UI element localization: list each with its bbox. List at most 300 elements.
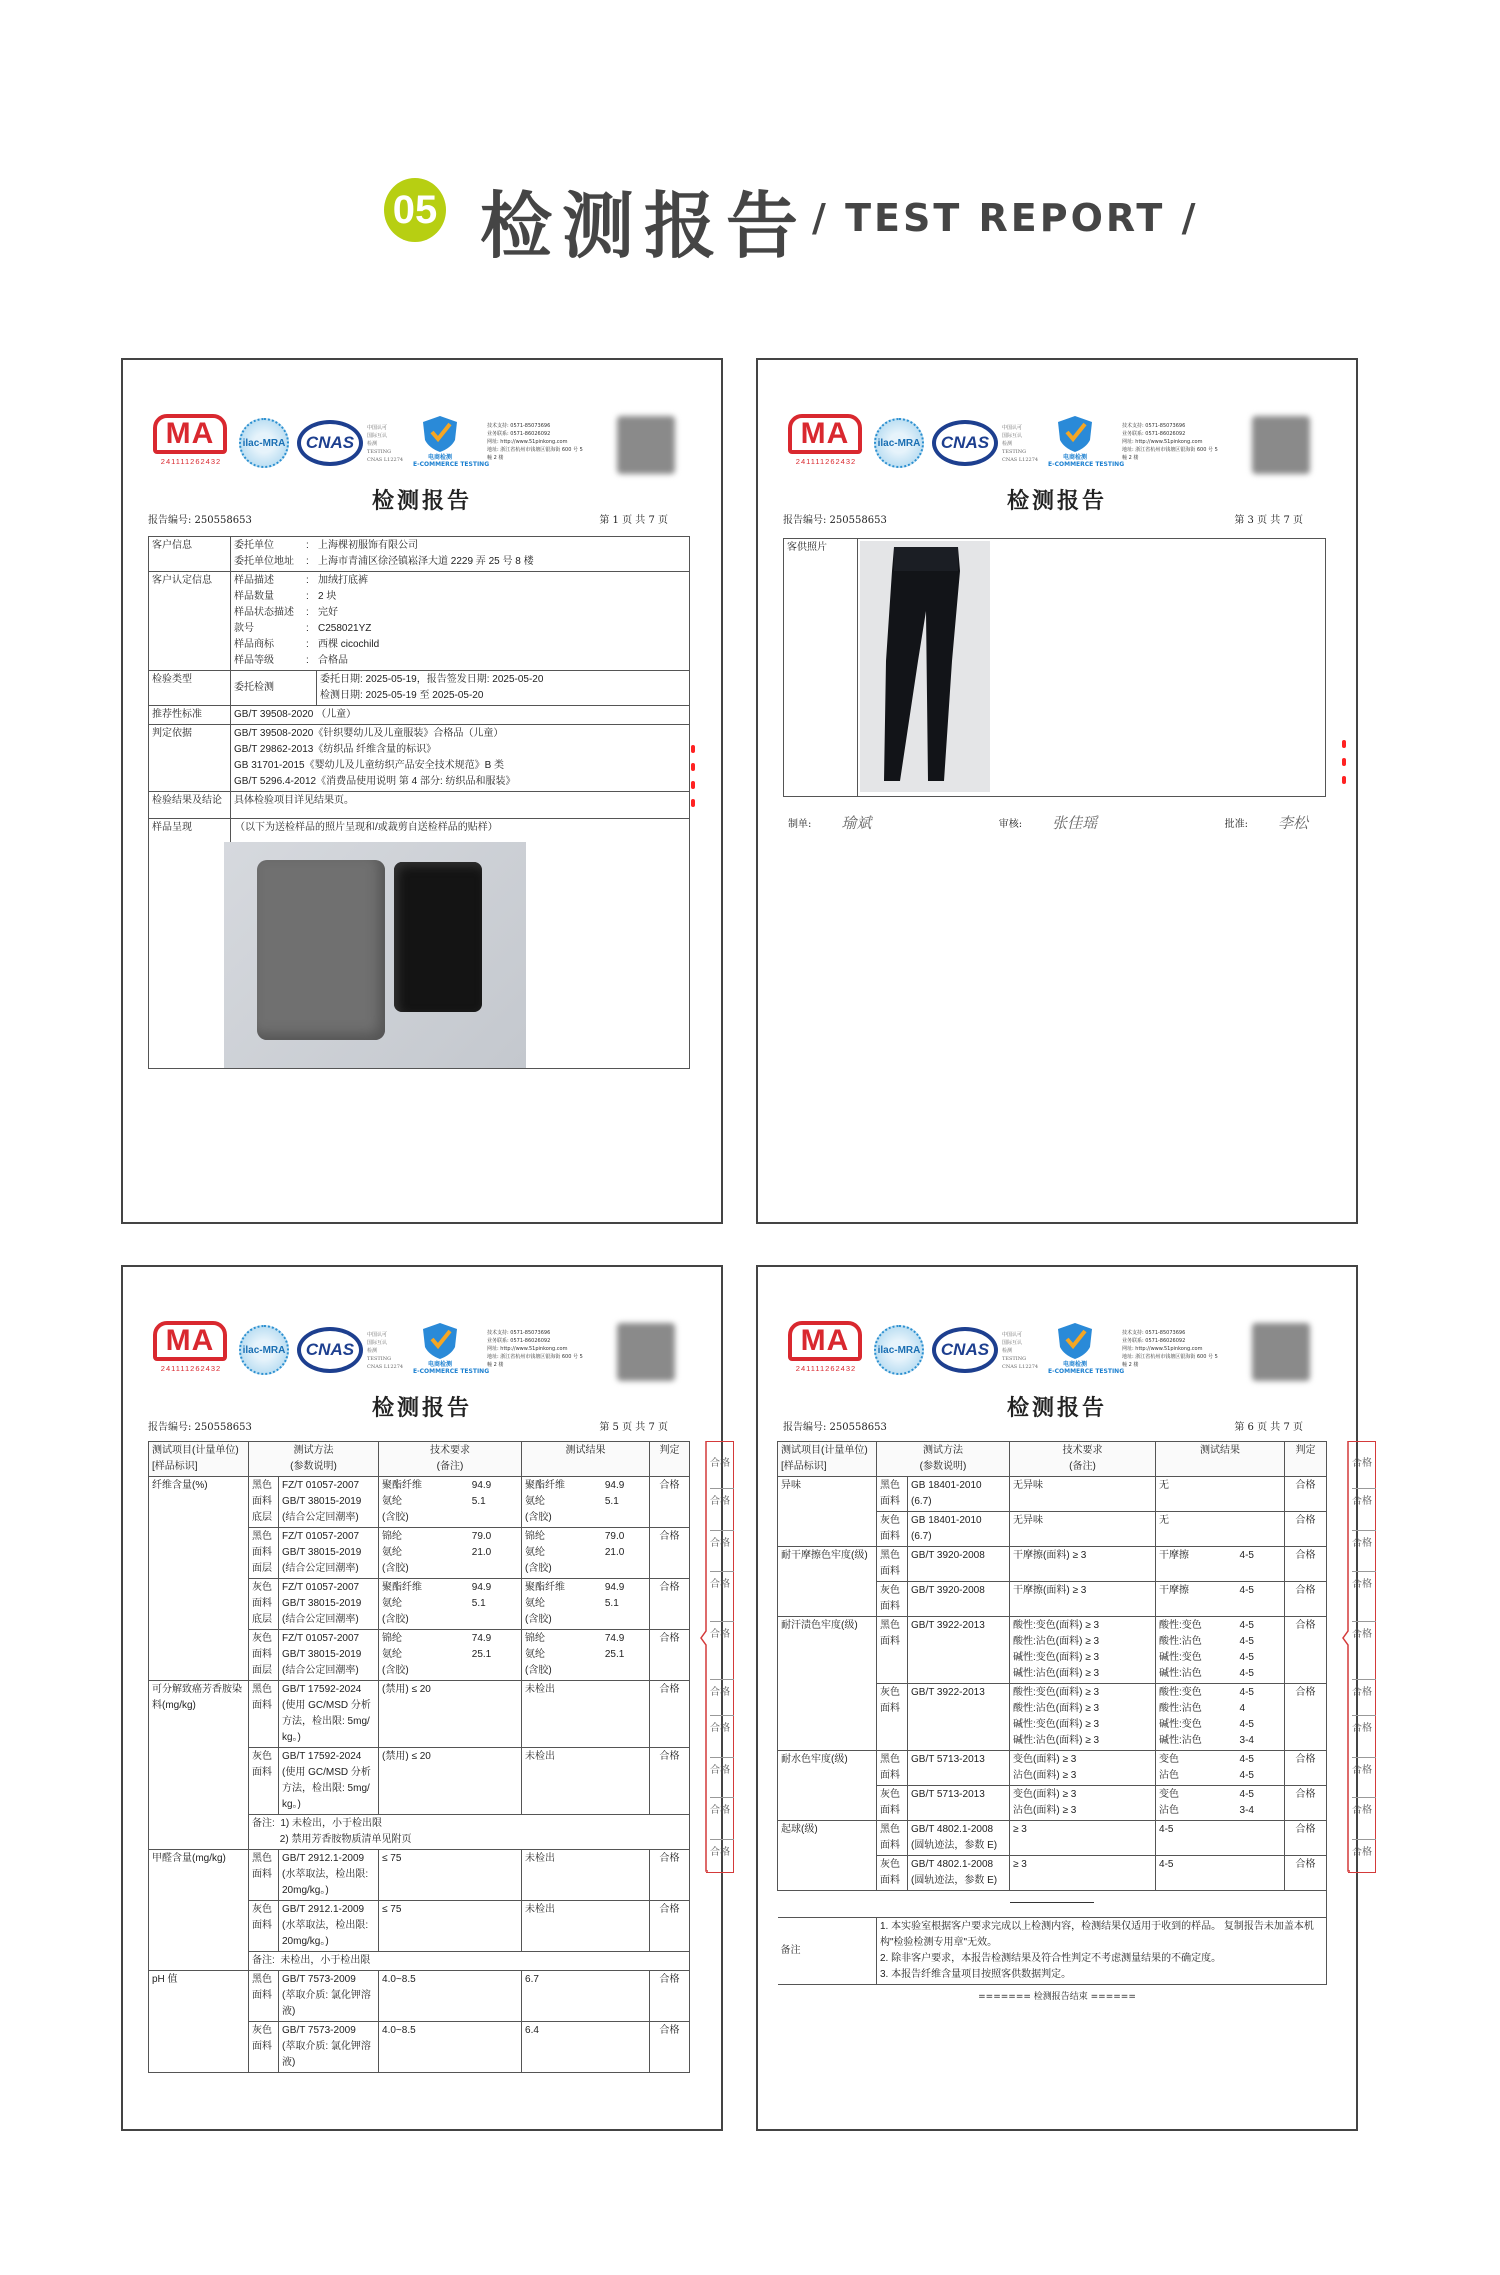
report-title: 检测报告 — [1006, 488, 1107, 514]
value-label: 沾色(面料) ≥ 3 — [1013, 1770, 1077, 1781]
result — [1156, 1856, 1285, 1891]
test-method: GB/T 3922-2013 — [908, 1617, 1010, 1684]
remarks: 1. 本实验室根据客户要求完成以上检测内容，检测结果仅适用于收到的样品。 复制报告未加盖本机构"检验检测专用章"无效。 2. 除非客户要求，本报告检测结果及符合性判定不考虑测量结果的不确定度。 3. 本报告纤维含量项目按照客供数据判定。 — [877, 1918, 1327, 1985]
value-line — [382, 1580, 518, 1596]
ilac-mra-logo: ilac-MRA — [874, 1325, 924, 1375]
note: 备注: 未检出，小于检出限 — [249, 1952, 690, 1971]
section-subtitle: / TEST REPORT / — [812, 196, 1199, 240]
report-title: 检测报告 — [371, 1395, 472, 1421]
value-line — [1159, 1857, 1281, 1873]
value-line — [382, 1510, 518, 1526]
sample-id: 黑色 面料 — [877, 1617, 908, 1684]
value-line — [1159, 1822, 1281, 1838]
verdict: 合格 — [650, 1579, 690, 1630]
value-number: 94.9 — [604, 1480, 625, 1491]
cma-number: 241111262432 — [795, 457, 857, 466]
header-requirement: 技术要求 (备注) — [1010, 1442, 1156, 1477]
value-label: 未检出 — [525, 1684, 556, 1695]
value-line — [382, 1663, 518, 1679]
test-method: GB/T 5713-2013 — [908, 1786, 1010, 1821]
value-label: 氨纶 — [525, 1496, 546, 1507]
test-method: FZ/T 01057-2007 GB/T 38015-2019 (结合公定回潮率) — [279, 1477, 379, 1528]
value-line — [1013, 1583, 1152, 1599]
qr-code — [617, 1323, 675, 1381]
sample-id: 灰色 面料 — [877, 1856, 908, 1891]
requirement — [379, 1579, 522, 1630]
field-value: 上海棵初服饰有限公司 — [318, 540, 418, 551]
value-line — [382, 1561, 518, 1577]
colon: : — [306, 575, 309, 586]
report-meta — [148, 514, 668, 527]
value-number: 4-5 — [1239, 1620, 1254, 1631]
value-label: 酸性:变色 — [1159, 1620, 1202, 1631]
table-row — [149, 725, 690, 792]
verdict: 合格 — [650, 1850, 690, 1901]
value-label: 聚酯纤维 — [525, 1582, 566, 1593]
test-item: pH 值 — [149, 1971, 249, 2073]
value-number: 4-5 — [1239, 1668, 1254, 1679]
value-line — [1159, 1583, 1281, 1599]
requirement — [1010, 1684, 1156, 1751]
table-row — [778, 1821, 1327, 1856]
value-label: 变色 — [1159, 1789, 1180, 1800]
verdict: 合格 — [650, 1971, 690, 2022]
verdict: 合格 — [1285, 1751, 1327, 1786]
table-row — [778, 1547, 1327, 1582]
black-fabric-sample — [394, 862, 482, 1012]
value-line — [382, 1545, 518, 1561]
value-line — [1159, 1787, 1281, 1803]
seam-verdict: 合格 — [710, 1679, 734, 1698]
field-label: 款号 — [234, 623, 254, 634]
row-label: 判定依据 — [149, 725, 231, 792]
seam-verdict: 合格 — [1352, 1679, 1376, 1698]
value-number: 74.9 — [604, 1633, 625, 1644]
seam-bracket — [1342, 1441, 1352, 1873]
table-row — [149, 537, 690, 572]
value-line — [382, 1972, 518, 1988]
verdict: 合格 — [1285, 1856, 1327, 1891]
report-number: 报告编号: 250558653 — [148, 515, 252, 526]
field-value: C258021YZ — [318, 623, 372, 634]
value-line — [1013, 1701, 1152, 1717]
field — [234, 605, 686, 621]
leggings-photo — [860, 541, 990, 792]
table-row — [149, 1681, 690, 1748]
ilac-mra-logo: ilac-MRA — [239, 418, 289, 468]
value-line — [1159, 1733, 1281, 1749]
value-label: 碱性:沾色 — [1159, 1668, 1202, 1679]
page-number: 第 3 页 共 7 页 — [1234, 515, 1303, 526]
value-label: 酸性:变色(面料) ≥ 3 — [1013, 1687, 1100, 1698]
result — [522, 1528, 650, 1579]
value-label: 锦纶 — [525, 1531, 546, 1542]
photo-table — [783, 538, 1326, 797]
value-label: 6.7 — [525, 1974, 539, 1985]
value-line — [1013, 1768, 1152, 1784]
value-number: 5.1 — [604, 1598, 619, 1609]
value-number: 4-5 — [1239, 1770, 1254, 1781]
lab-logos — [151, 412, 691, 476]
value-label: ≥ 3 — [1013, 1859, 1027, 1870]
value-line — [525, 2023, 646, 2039]
value-number: 94.9 — [471, 1582, 492, 1593]
verdict: 合格 — [1285, 1617, 1327, 1684]
sample-id: 灰色 面料 — [877, 1684, 908, 1751]
row-values — [231, 537, 690, 572]
table-row — [778, 1751, 1327, 1786]
test-method: GB/T 7573-2009 (萃取介质: 氯化钾溶 液) — [279, 2022, 379, 2073]
colon: : — [306, 655, 309, 666]
test-item: 耐干摩擦色牢度(级) — [778, 1547, 877, 1617]
value-label: 锦纶 — [525, 1633, 546, 1644]
value-line — [525, 1663, 646, 1679]
result — [1156, 1547, 1285, 1582]
value-label: (禁用) ≤ 20 — [382, 1751, 431, 1762]
header-verdict: 判定 — [650, 1442, 690, 1477]
test-method: GB/T 17592-2024 (使用 GC/MSD 分析 方法，检出限: 5mg/ kg。) — [279, 1748, 379, 1815]
requirement — [1010, 1582, 1156, 1617]
seam-stamp — [1342, 1441, 1376, 1873]
ecommerce-shield-icon — [1048, 1321, 1125, 1381]
value-line — [1013, 1685, 1152, 1701]
result — [522, 1681, 650, 1748]
value-line — [1159, 1618, 1281, 1634]
page-number: 第 5 页 共 7 页 — [599, 1422, 668, 1433]
test-method: GB/T 4802.1-2008 (圆轨迹法，参数 E) — [908, 1856, 1010, 1891]
value-label: 酸性:沾色(面料) ≥ 3 — [1013, 1636, 1100, 1647]
value-line — [1159, 1701, 1281, 1717]
value-line — [382, 1851, 518, 1867]
value-line — [1013, 1803, 1152, 1819]
value-label: 未检出 — [525, 1853, 556, 1864]
section-badge: 05 — [384, 178, 446, 242]
qr-code — [617, 416, 675, 474]
value-number: 5.1 — [471, 1598, 486, 1609]
test-method: FZ/T 01057-2007 GB/T 38015-2019 (结合公定回潮率) — [279, 1528, 379, 1579]
report-number: 报告编号: 250558653 — [148, 1422, 252, 1433]
test-method: GB 18401-2010 (6.7) — [908, 1477, 1010, 1512]
value-label: 4-5 — [1159, 1859, 1174, 1870]
report-number: 报告编号: 250558653 — [783, 515, 887, 526]
value-line — [1159, 1717, 1281, 1733]
verdict: 合格 — [650, 1681, 690, 1748]
value-number: 25.1 — [471, 1649, 492, 1660]
sample-id: 黑色 面料 底层 — [249, 1477, 279, 1528]
report-meta — [783, 514, 1303, 527]
value-line — [1013, 1478, 1152, 1494]
header-result: 测试结果 — [522, 1442, 650, 1477]
table-row — [149, 671, 690, 706]
field-value: 合格品 — [318, 655, 348, 666]
requirement — [1010, 1751, 1156, 1786]
sample-id: 灰色 面料 — [249, 1748, 279, 1815]
colon: : — [306, 540, 309, 551]
value-label: 未检出 — [525, 1904, 556, 1915]
value-line — [525, 1612, 646, 1628]
cma-mark: MA — [788, 1321, 862, 1361]
value-number: 25.1 — [604, 1649, 625, 1660]
value-line — [525, 1902, 646, 1918]
cnas-text: 中国认可 国际互认 检测 TESTING CNAS L12274 — [1002, 425, 1039, 463]
requirement — [1010, 1786, 1156, 1821]
table-row — [149, 1850, 690, 1901]
value-label: (含胶) — [525, 1563, 552, 1574]
result — [1156, 1684, 1285, 1751]
verdict: 合格 — [650, 1630, 690, 1681]
value-line — [382, 1902, 518, 1918]
value-label: 碱性:沾色(面料) ≥ 3 — [1013, 1735, 1100, 1746]
value-label: 锦纶 — [382, 1633, 403, 1644]
value-line — [1013, 1548, 1152, 1564]
value-line — [1013, 1717, 1152, 1733]
end-of-report: ======= 检测报告结束 ====== — [978, 1992, 1136, 2002]
sample-id: 灰色 面料 底层 — [249, 1579, 279, 1630]
field — [234, 653, 686, 669]
result — [522, 1850, 650, 1901]
seam-verdict: 合格 — [710, 1488, 734, 1507]
value-number: 4-5 — [1239, 1636, 1254, 1647]
requirement — [1010, 1512, 1156, 1547]
header-method: 测试方法 (参数说明) — [877, 1442, 1010, 1477]
test-item: 甲醛含量(mg/kg) — [149, 1850, 249, 1971]
value-number: 79.0 — [471, 1531, 492, 1542]
requirement — [379, 1681, 522, 1748]
cma-mark: MA — [153, 1321, 227, 1361]
cma-number: 241111262432 — [795, 1364, 857, 1373]
cnas-logo: CNAS — [297, 420, 363, 466]
value-line — [525, 1749, 646, 1765]
verdict: 合格 — [1285, 1582, 1327, 1617]
value-number: 4-5 — [1239, 1789, 1254, 1800]
result — [1156, 1786, 1285, 1821]
section-title: 检测报告 — [480, 184, 809, 268]
value-number: 3-4 — [1239, 1805, 1254, 1816]
page-number: 第 1 页 共 7 页 — [599, 515, 668, 526]
value-line — [382, 1494, 518, 1510]
field — [234, 621, 686, 637]
requirement — [1010, 1617, 1156, 1684]
value-label: 4.0~8.5 — [382, 1974, 416, 1985]
verdict: 合格 — [1285, 1821, 1327, 1856]
sample-id: 黑色 面料 面层 — [249, 1528, 279, 1579]
seam-verdict: 合格 — [1352, 1839, 1376, 1858]
page-number: 第 6 页 共 7 页 — [1234, 1422, 1303, 1433]
info-table — [148, 536, 690, 1069]
value-line — [525, 1682, 646, 1698]
value-label: 沾色 — [1159, 1805, 1180, 1816]
cma-logo — [151, 1319, 229, 1381]
row-label: 样品呈现 — [149, 819, 231, 1069]
basis-value: GB/T 39508-2020《针织婴幼儿及儿童服装》合格品（儿童） GB/T 29862-2013《纺织品 纤维含量的标识》 GB 31701-2015《婴幼儿及儿童纺织产品安全技术规范》B 类 GB/T 5296.4-2012《消费品使用说明 第 4 部分: 纺织品和服装》 — [231, 725, 690, 792]
cma-number: 241111262432 — [160, 457, 222, 466]
remarks-row — [778, 1918, 1327, 1985]
header-result: 测试结果 — [1156, 1442, 1285, 1477]
value-label: 未检出 — [525, 1751, 556, 1762]
value-number: 5.1 — [604, 1496, 619, 1507]
value-line — [525, 1510, 646, 1526]
value-label: 酸性:沾色(面料) ≥ 3 — [1013, 1703, 1100, 1714]
seam-verdict: 合格 — [1352, 1571, 1376, 1590]
lab-contact: 技术支持: 0571-85073696 业务联系: 0571-86026092 网址: http://www.51pinkong.com 地址: 浙江省杭州市钱塘区银海街 600 号 5 幢 2 楼 — [487, 1330, 583, 1368]
seam-verdict: 合格 — [710, 1797, 734, 1816]
lab-contact: 技术支持: 0571-85073696 业务联系: 0571-86026092 网址: http://www.51pinkong.com 地址: 浙江省杭州市钱塘区银海街 600 号 5 幢 2 楼 — [487, 423, 583, 461]
value-number: 21.0 — [471, 1547, 492, 1558]
signature-0 — [788, 812, 871, 833]
table-row — [149, 819, 690, 1069]
test-method: GB/T 3920-2008 — [908, 1547, 1010, 1582]
ecommerce-label: 电商检测 E-COMMERCE TESTING — [1048, 454, 1125, 468]
value-line — [1159, 1752, 1281, 1768]
field — [234, 554, 686, 570]
row-label: 检验结果及结论 — [149, 792, 231, 819]
value-line — [1159, 1685, 1281, 1701]
field-value: 上海市青浦区徐泾镇崧泽大道 2229 弄 25 号 8 楼 — [318, 556, 534, 567]
value-line — [525, 1494, 646, 1510]
ecommerce-shield-icon — [1048, 414, 1125, 474]
test-item: 起球(级) — [778, 1821, 877, 1891]
results-table — [777, 1441, 1327, 1985]
value-label: (含胶) — [382, 1563, 409, 1574]
field — [234, 637, 686, 653]
value-line — [1013, 1650, 1152, 1666]
header-verdict: 判定 — [1285, 1442, 1327, 1477]
value-label: 氨纶 — [382, 1496, 403, 1507]
result — [522, 1630, 650, 1681]
sample-id: 黑色 面料 — [877, 1821, 908, 1856]
test-method: GB 18401-2010 (6.7) — [908, 1512, 1010, 1547]
blank-row — [778, 1891, 1327, 1918]
cnas-text: 中国认可 国际互认 检测 TESTING CNAS L12274 — [367, 1332, 404, 1370]
value-label: (含胶) — [525, 1614, 552, 1625]
remarks-label: 备注 — [778, 1918, 877, 1985]
lab-contact: 技术支持: 0571-85073696 业务联系: 0571-86026092 网址: http://www.51pinkong.com 地址: 浙江省杭州市钱塘区银海街 600 号 5 幢 2 楼 — [1122, 423, 1218, 461]
test-method: GB/T 17592-2024 (使用 GC/MSD 分析 方法，检出限: 5mg/ kg。) — [279, 1681, 379, 1748]
value-label: 碱性:变色 — [1159, 1652, 1202, 1663]
value-line — [1159, 1650, 1281, 1666]
value-line — [1013, 1513, 1152, 1529]
test-method: FZ/T 01057-2007 GB/T 38015-2019 (结合公定回潮率) — [279, 1579, 379, 1630]
value-line — [525, 1972, 646, 1988]
value-line — [1159, 1548, 1281, 1564]
cma-number: 241111262432 — [160, 1364, 222, 1373]
value-number: 74.9 — [471, 1633, 492, 1644]
test-item: 可分解致癌芳香胺染料(mg/kg) — [149, 1681, 249, 1850]
value-number: 79.0 — [604, 1531, 625, 1542]
seam-verdict: 合格 — [710, 1621, 734, 1640]
field-value: 加绒打底裤 — [318, 575, 368, 586]
report-number: 报告编号: 250558653 — [783, 1422, 887, 1433]
value-line — [382, 1478, 518, 1494]
table-row — [149, 706, 690, 725]
value-label: 碱性:沾色(面料) ≥ 3 — [1013, 1668, 1100, 1679]
divider — [1010, 1902, 1094, 1903]
sample-id: 黑色 面料 — [249, 1850, 279, 1901]
value-line — [1013, 1634, 1152, 1650]
verdict: 合格 — [650, 1528, 690, 1579]
field-label: 样品等级 — [234, 655, 274, 666]
colon: : — [306, 607, 309, 618]
value-line — [382, 1612, 518, 1628]
sample-id: 黑色 面料 — [249, 1971, 279, 2022]
seam-verdict: 合格 — [1352, 1797, 1376, 1816]
signature-name: 瑜斌 — [841, 814, 872, 832]
value-line — [1013, 1857, 1152, 1873]
seal-fragment — [691, 745, 697, 825]
value-label: (禁用) ≤ 20 — [382, 1684, 431, 1695]
verdict: 合格 — [1285, 1786, 1327, 1821]
verdict: 合格 — [1285, 1512, 1327, 1547]
value-label: ≥ 3 — [1013, 1824, 1027, 1835]
value-line — [1159, 1478, 1281, 1494]
cnas-logo: CNAS — [932, 1327, 998, 1373]
dates: 委托日期: 2025-05-19，报告签发日期: 2025-05-20 检测日期: 2025-05-19 至 2025-05-20 — [317, 671, 690, 706]
test-method: GB/T 7573-2009 (萃取介质: 氯化钾溶 液) — [279, 1971, 379, 2022]
value-line — [382, 1529, 518, 1545]
row-label: 推荐性标准 — [149, 706, 231, 725]
result — [1156, 1582, 1285, 1617]
sample-id: 黑色 面料 — [877, 1547, 908, 1582]
value-line — [1013, 1666, 1152, 1682]
cma-mark: MA — [153, 414, 227, 454]
value-number: 94.9 — [471, 1480, 492, 1491]
cnas-text: 中国认可 国际互认 检测 TESTING CNAS L12274 — [1002, 1332, 1039, 1370]
test-method: GB/T 4802.1-2008 (圆轨迹法，参数 E) — [908, 1821, 1010, 1856]
value-label: 锦纶 — [382, 1531, 403, 1542]
report-title: 检测报告 — [1006, 1395, 1107, 1421]
ecommerce-label: 电商检测 E-COMMERCE TESTING — [413, 1361, 490, 1375]
header-item: 测试项目(计量单位) [样品标识] — [778, 1442, 877, 1477]
results-table — [148, 1441, 690, 2073]
value-number: 3-4 — [1239, 1735, 1254, 1746]
cma-logo — [786, 1319, 864, 1381]
seam-verdict: 合格 — [710, 1715, 734, 1734]
value-label: 氨纶 — [525, 1547, 546, 1558]
requirement — [1010, 1477, 1156, 1512]
signature-label: 制单: — [788, 819, 812, 830]
value-label: 酸性:沾色 — [1159, 1703, 1202, 1714]
value-label: 酸性:沾色 — [1159, 1636, 1202, 1647]
value-label: ≤ 75 — [382, 1853, 402, 1864]
value-line — [525, 1545, 646, 1561]
row-label: 检验类型 — [149, 671, 231, 706]
header-item: 测试项目(计量单位) [样品标识] — [149, 1442, 249, 1477]
field-label: 委托单位 — [234, 540, 274, 551]
presentation-note: （以下为送检样品的照片呈现和/或裁剪自送检样品的贴样） — [235, 822, 498, 833]
report-page-3 — [756, 358, 1358, 1224]
value-number: 4-5 — [1239, 1585, 1254, 1596]
seam-verdict: 合格 — [710, 1530, 734, 1549]
sample-presentation — [231, 819, 690, 1069]
verdict: 合格 — [650, 2022, 690, 2073]
test-method: GB/T 3922-2013 — [908, 1684, 1010, 1751]
value-number: 4 — [1239, 1703, 1246, 1714]
test-method: FZ/T 01057-2007 GB/T 38015-2019 (结合公定回潮率) — [279, 1630, 379, 1681]
value-label: 聚酯纤维 — [382, 1582, 423, 1593]
test-method: GB/T 3920-2008 — [908, 1582, 1010, 1617]
table-row — [149, 1971, 690, 2022]
cnas-logo: CNAS — [297, 1327, 363, 1373]
result — [522, 2022, 650, 2073]
sample-id: 灰色 面料 — [877, 1582, 908, 1617]
value-label: 碱性:变色(面料) ≥ 3 — [1013, 1719, 1100, 1730]
report-page-1 — [121, 358, 723, 1224]
result — [522, 1971, 650, 2022]
value-label: 无异味 — [1013, 1480, 1044, 1491]
value-line — [1159, 1634, 1281, 1650]
value-label: 聚酯纤维 — [382, 1480, 423, 1491]
signature-row — [788, 812, 1308, 833]
